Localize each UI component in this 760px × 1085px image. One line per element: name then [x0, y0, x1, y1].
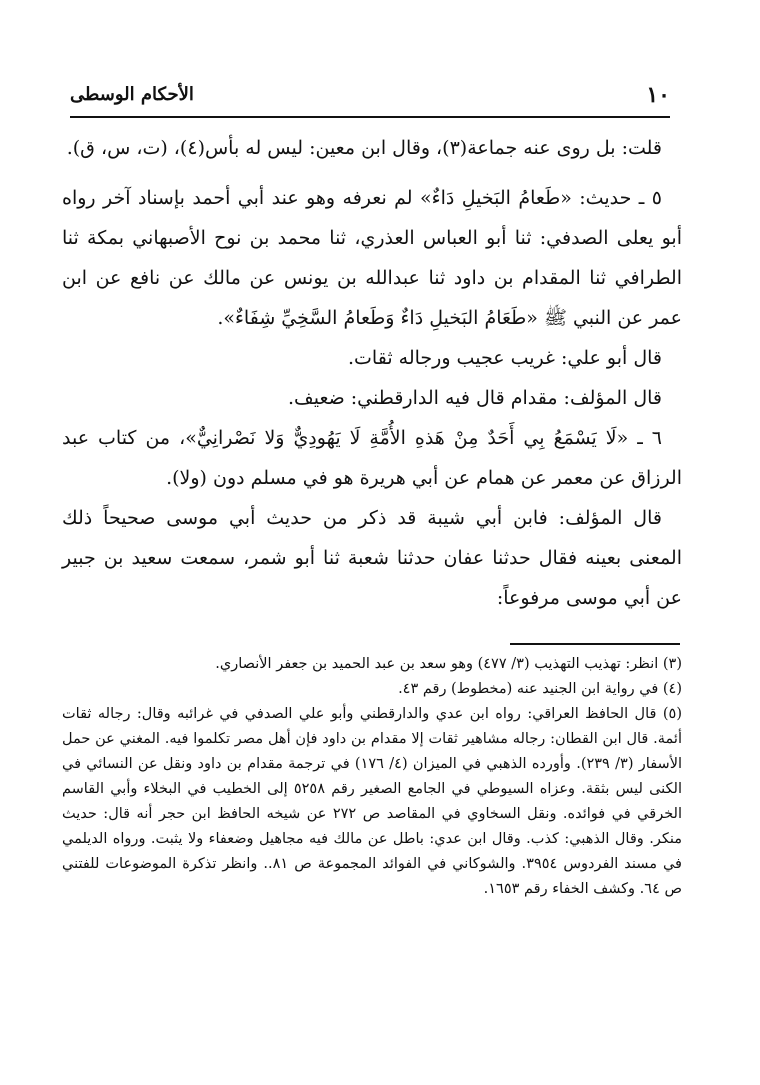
footnote-divider: [510, 643, 680, 645]
paragraph-author-note: قال المؤلف: مقدام قال فيه الدارقطني: ضعيف.: [288, 387, 662, 409]
paragraph-author-comment: قال المؤلف: فابن أبي شيبة قد ذكر من حديث أبي موسى صحيحاً ذلك المعنى بعينه فقال حدثنا عفان حدثنا شعبة ثنا أبو شمر، سمعت سعيد بن جبير عن أبي موسى مرفوعاً:: [62, 507, 682, 609]
paragraph-hadith-5: ٥ ـ حديث: «طَعامُ البَخيلِ دَاءٌ» لم نعرفه وهو عند أبي أحمد بإسناد آخر رواه أبو يعلى الصدفي: ثنا أبو العباس العذري، ثنا محمد بن نوح الأصبهاني بمكة ثنا الطرافي ثنا المقدام بن داود ثنا عبدالله بن يونس عن مالك عن نافع عن ابن عمر عن النبي ﷺ «طَعَامُ البَخيلِ دَاءٌ وَطَعامُ السَّخِيِّ شِفَاءٌ».: [62, 187, 682, 329]
page-number: ١٠: [646, 82, 670, 108]
footnote-5: (٥) قال الحافظ العراقي: رواه ابن عدي والدارقطني وأبو علي الصدفي في غرائبه وقال: رجاله ثقات أئمة. قال ابن القطان: رجاله مشاهير ثقات إلا مقدام بن داود فإن أهل مصر تكلموا فيه. المغني عن حمل الأسفار (٣/ ٢٣٩). وأورده الذهبي في الميزان (٤/ ١٧٦) في ترجمة مقدام بن داود ونقل عن النسائي في الكنى ليس بثقة. وعزاه السيوطي في الجامع الصغير رقم ٥٢٥٨ إلى الخطيب في البخلاء وأبي القاسم الخرقي في فوائده. ونقل السخاوي في المقاصد ص ٢٧٢ عن شيخه الحافظ ابن حجر أنه قال: حديث منكر. وقال الذهبي: كذب. وقال ابن عدي: باطل عن مالك فيه مجاهيل وضعفاء ولا يثبت. ورواه الديلمي في مسند الفردوس ٣٩٥٤. والشوكاني في الفوائد المجموعة ص ٨١.. وانظر تذكرة الموضوعات للفتني ص ٦٤. وكشف الخفاء رقم ١٦٥٣.: [62, 706, 682, 897]
footnote-3: (٣) انظر: تهذيب التهذيب (٣/ ٤٧٧) وهو سعد بن عبد الحميد بن جعفر الأنصاري.: [215, 656, 682, 672]
footnote-4: (٤) في رواية ابن الجنيد عنه (مخطوط) رقم ٤٣.: [398, 681, 682, 697]
main-text: [62, 128, 682, 618]
footnotes: [62, 652, 682, 902]
running-title: الأحكام الوسطى: [70, 84, 194, 105]
paragraph-1: قلت: بل روى عنه جماعة(٣)، وقال ابن معين: ليس له بأس(٤)، (ت، س، ق).: [66, 137, 662, 159]
paragraph-hadith-6: ٦ ـ «لَا يَسْمَعُ بِي أَحَدٌ مِنْ هَذهِ الأُمَّةِ لَا يَهُودِيٌّ وَلا نَصْرانِيٌّ»، من كتاب عبد الرزاق عن معمر عن همام عن أبي هريرة هو في مسلم دون (ولا).: [62, 427, 682, 489]
page-header: [70, 80, 670, 118]
paragraph-abu-ali: قال أبو علي: غريب عجيب ورجاله ثقات.: [348, 347, 662, 369]
